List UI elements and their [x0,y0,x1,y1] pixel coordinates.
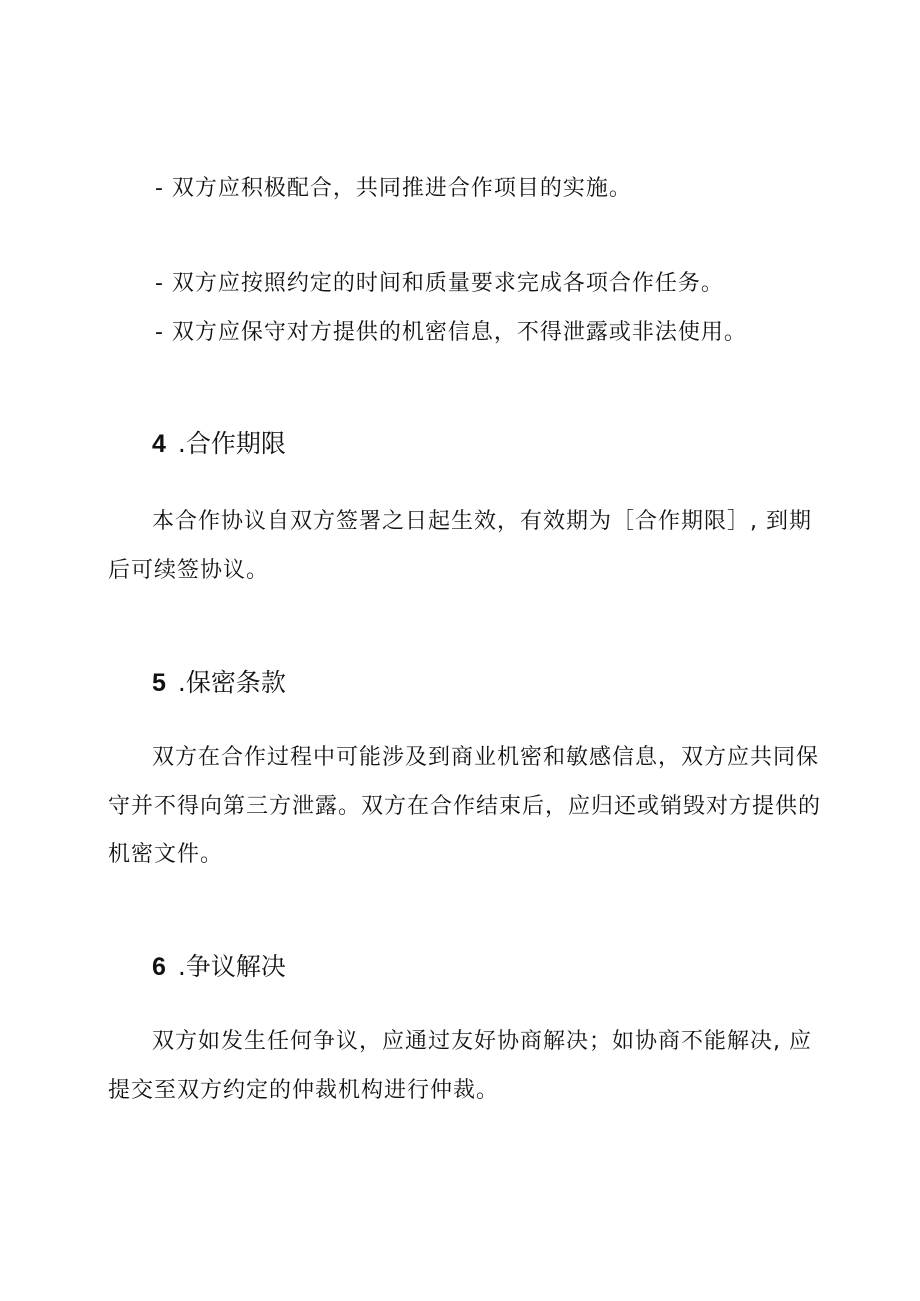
bullet-item: - 双方应积极配合，共同推进合作项目的实施。 [155,176,632,201]
section-heading-6 [152,950,286,984]
section-heading-5 [152,666,286,700]
paragraph-line: 后可续签协议。 [108,558,270,583]
paragraph-line: 守并不得向第三方泄露。双方在合作结束后，应归还或销毁对方提供的 [108,794,822,819]
section-heading-4 [152,427,286,461]
paragraph-line: 提交至双方约定的仲裁机构进行仲裁。 [108,1078,500,1103]
paragraph-line: 双方如发生任何争议，应通过友好协商解决；如协商不能解决, 应 [152,1029,812,1054]
section-title: .保密条款 [177,668,286,697]
paragraph-line: 双方在合作过程中可能涉及到商业机密和敏感信息，双方应共同保 [152,745,820,770]
section-number: 6 [152,953,166,981]
paragraph-line: 本合作协议自双方签署之日起生效，有效期为［合作期限］, 到期 [152,509,812,534]
bullet-item: - 双方应按照约定的时间和质量要求完成各项合作任务。 [155,271,724,296]
section-title: .争议解决 [177,952,286,981]
section-title: .合作期限 [177,429,286,458]
bullet-item: - 双方应保守对方提供的机密信息，不得泄露或非法使用。 [155,320,747,345]
section-number: 4 [152,430,166,458]
paragraph-line: 机密文件。 [108,842,224,867]
section-number: 5 [152,669,166,697]
